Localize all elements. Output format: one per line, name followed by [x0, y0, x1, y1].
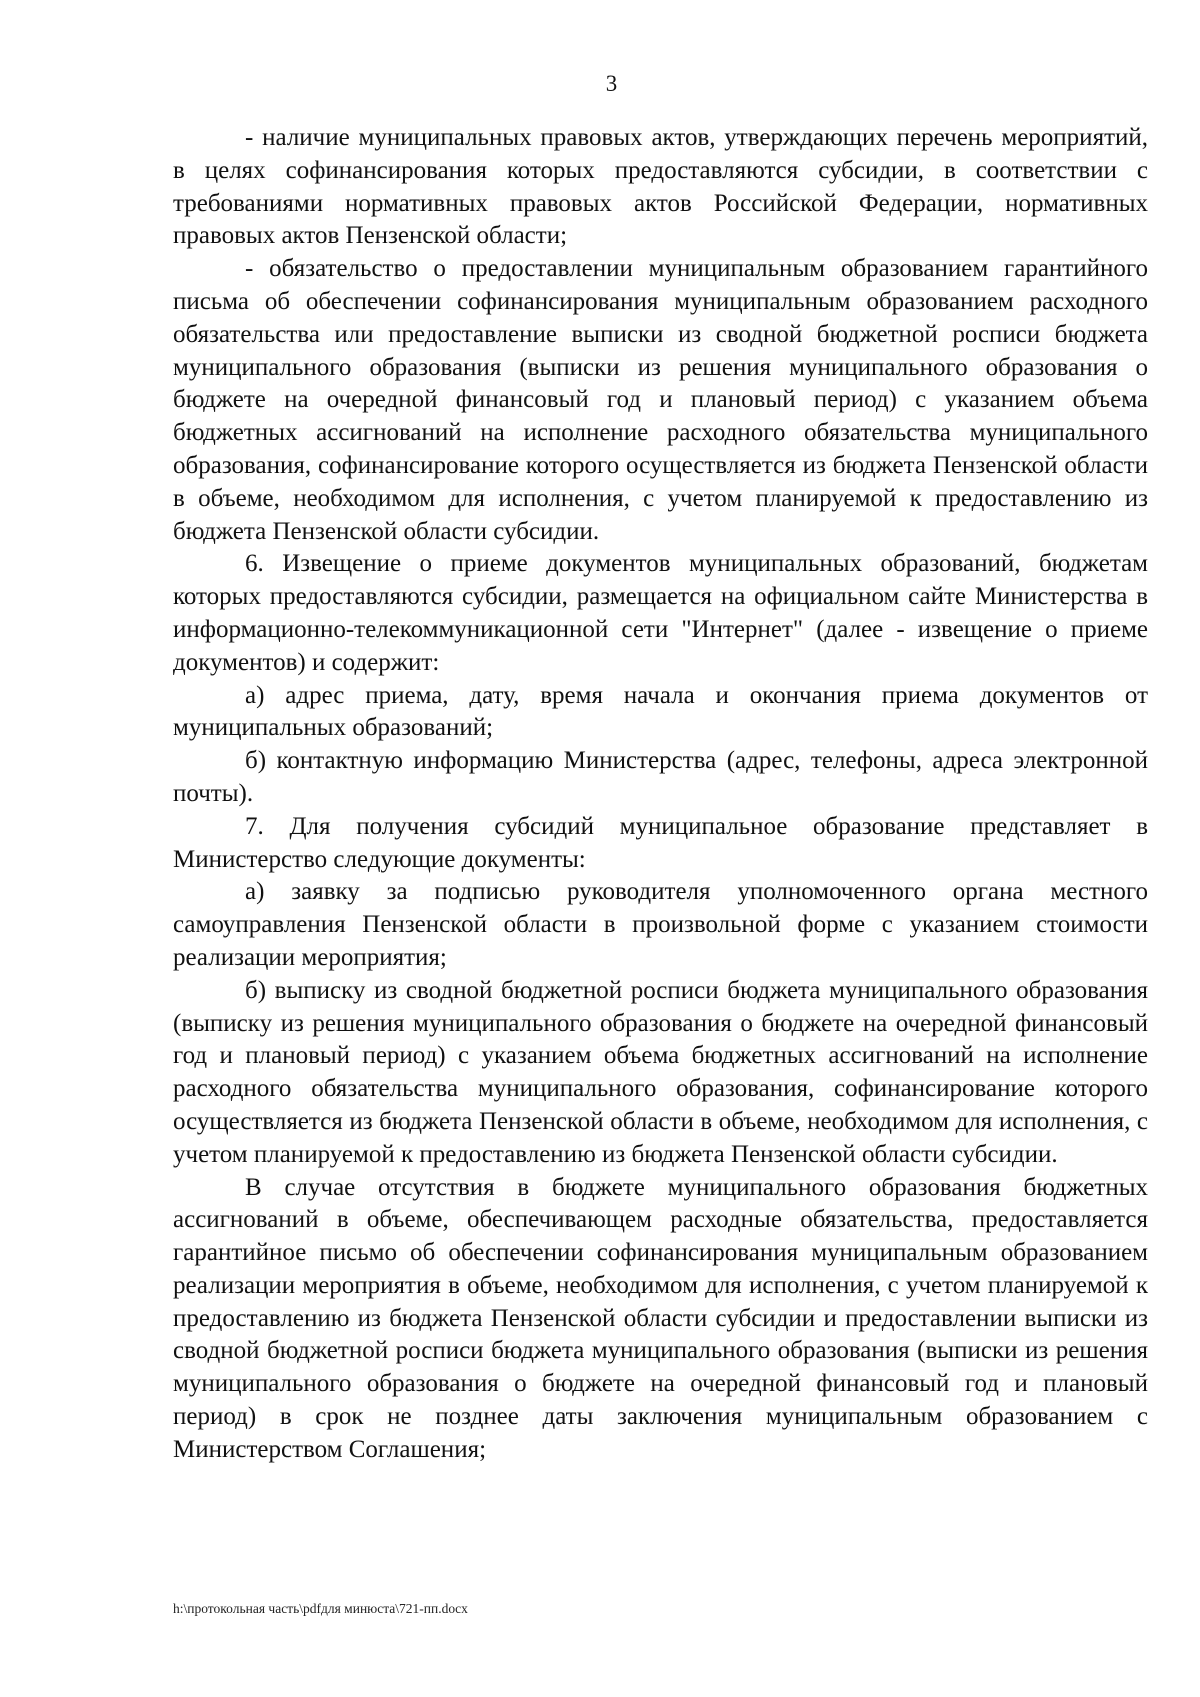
page-number: 3 — [605, 71, 618, 96]
paragraph-guarantee-letter: В случае отсутствия в бюджете муниципального образования бюджетных ассигнований в объеме, обеспечивающем расходные обязательства, предоставляется гарантийное письмо об обеспечении софинансирования муниципальным образованием реализации мероприятия в объеме, необходимом для исполнения, с учетом планируемой к предоставлению из бюджета Пензенской области субсидии и предоставлении выписки из сводной бюджетной росписи бюджета муниципального образования (выписки из решения муниципального образования о бюджете на очередной финансовый год и плановый период) в срок не позднее даты заключения муниципальным образованием с Министерством Соглашения; — [173, 1173, 1148, 1463]
paragraph-7b-budget-extract: б) выписку из сводной бюджетной росписи бюджета муниципального образования (выписку из решения муниципального образования о бюджете на очередной финансовый год и плановый период) с указанием объема бюджетных ассигнований на исполнение расходного обязательства муниципального образования, софинансирование которого осуществляется из бюджета Пензенской области в объеме, необходимом для исполнения, с учетом планируемой к предоставлению из бюджета Пензенской области субсидии. — [173, 976, 1148, 1168]
paragraph-6a-address: а) адрес приема, дату, время начала и окончания приема документов от муниципальных образований; — [173, 681, 1148, 742]
paragraph-7a-application: а) заявку за подписью руководителя уполномоченного органа местного самоуправления Пензенской области в произвольной форме с указанием стоимости реализации мероприятия; — [173, 878, 1148, 971]
document-body — [173, 122, 1148, 1467]
paragraph-guarantee-obligation: - обязательство о предоставлении муниципальным образованием гарантийного письма об обеспечении софинансирования муниципальным образованием расходного обязательства или предоставление выписки из сводной бюджетной росписи бюджета муниципального образования (выписки из решения муниципального образования о бюджете на очередной финансовый год и плановый период) с указанием объема бюджетных ассигнований на исполнение расходного обязательства муниципального образования, софинансирование которого осуществляется из бюджета Пензенской области в объеме, необходимом для исполнения, с учетом планируемой к предоставлению из бюджета Пензенской области субсидии. — [173, 255, 1148, 545]
paragraph-municipal-acts: - наличие муниципальных правовых актов, утверждающих перечень мероприятий, в целях софинансирования которых предоставляются субсидии, в соответствии с требованиями нормативных правовых актов Российской Федерации, нормативных правовых актов Пензенской области; — [173, 124, 1148, 250]
footer-file-path: h:\протокольная часть\pdfдля минюста\721-пп.docx — [173, 1601, 468, 1616]
paragraph-6-notice: 6. Извещение о приеме документов муниципальных образований, бюджетам которых предоставляются субсидии, размещается на официальном сайте Министерства в информационно-телекоммуникационной сети "Интернет" (далее - извещение о приеме документов) и содержит: — [173, 550, 1148, 676]
paragraph-6b-contacts: б) контактную информацию Министерства (адрес, телефоны, адреса электронной почты). — [173, 747, 1148, 807]
paragraph-7-documents: 7. Для получения субсидий муниципальное образование представляет в Министерство следующие документы: — [173, 812, 1148, 873]
